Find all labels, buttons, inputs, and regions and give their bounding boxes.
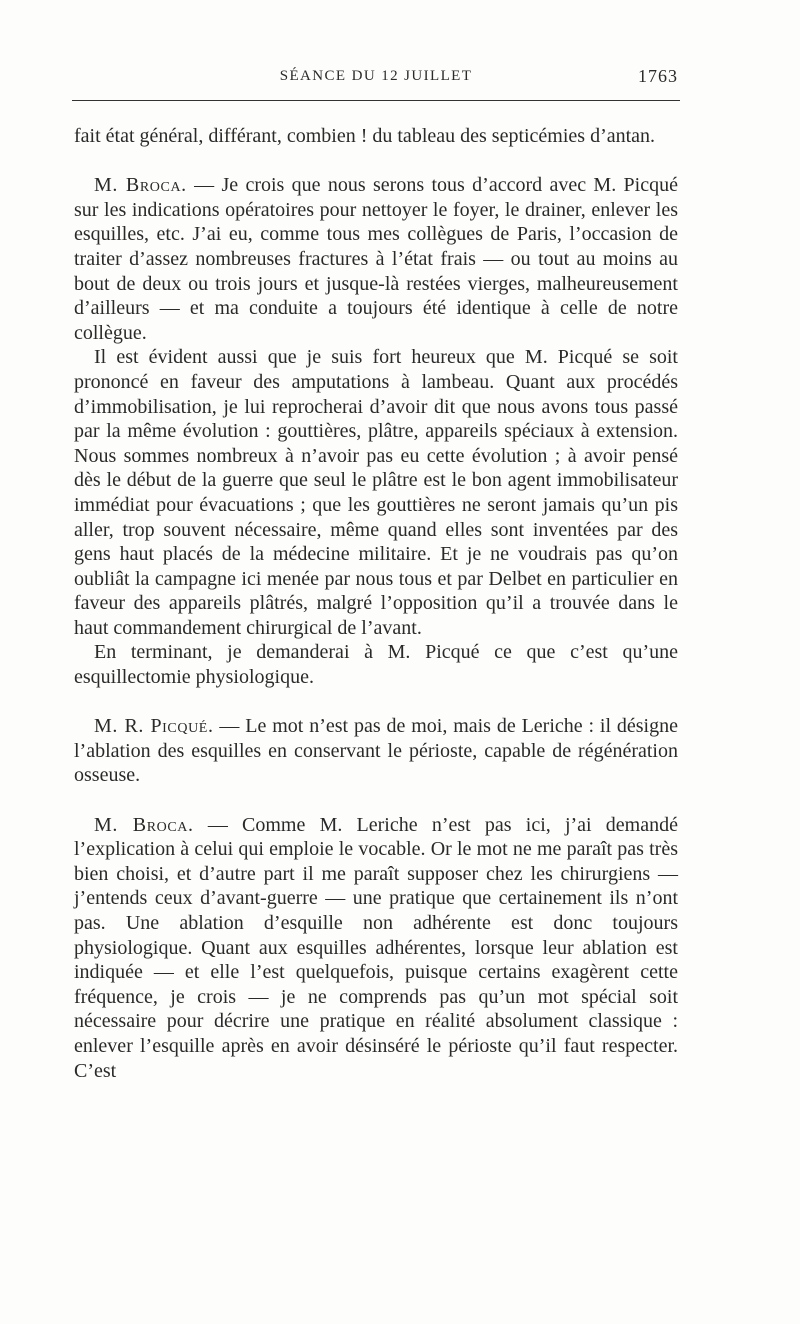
paragraph — [74, 124, 678, 149]
paragraph — [74, 345, 678, 640]
speaker-name: M. Broca. — [94, 174, 187, 197]
speaker-name: M. R. Picqué. — [94, 715, 214, 738]
speaker-name: M. Broca. — [94, 813, 194, 836]
paragraph — [74, 640, 678, 689]
paragraph-text: fait état général, différant, combien ! du tableau des septicémies d’antan. — [74, 125, 656, 147]
page-number: 1763 — [638, 66, 678, 86]
paragraph-text: — Je crois que nous serons tous d’accord avec M. Picqué sur les indications opératoires pour nettoyer le foyer, le drainer, enlever les esquilles, etc. J’ai eu, comme tous mes collègues de Paris, l’occasion de traiter d’assez nombreuses fractures à l’état frais — ou tout au moins au bout de deux ou trois jours et jusque-là restées vierges, malheureusement d’ailleurs — et ma conduite a toujours été identique à celle de notre collègue. — [74, 174, 678, 344]
paragraph-text: En terminant, je demanderai à M. Picqué ce que c’est qu’une esquillectomie physiologique. — [74, 641, 678, 689]
paragraph-text: Il est évident aussi que je suis fort heureux que M. Picqué se soit prononcé en faveur des amputations à lambeau. Quant aux procédés d’immobilisation, je lui reprocherai d’avoir dit que nous avons tous passé par la même évolution : gouttières, plâtre, appareils spéciaux à extension. Nous sommes nombreux à n’avoir pas eu cette évolution ; à avoir pensé dès le début de la guerre que seul le plâtre est le bon agent immobilisateur immédiat pour évacuations ; que les gouttières ne seront jamais qu’un pis aller, trop souvent nécessaire, même quand elles sont inventées par des gens haut placés de la médecine militaire. Et je ne voudrais pas qu’on oubliât la campagne ici menée par nous tous et par Delbet en particulier en faveur des appareils plâtrés, malgré l’opposition qu’il a trouvée dans le haut commandement chirurgical de l’avant. — [74, 346, 678, 639]
paragraph-text: — Comme M. Leriche n’est pas ici, j’ai demandé l’explication à celui qui emploie le vocable. Or le mot ne me paraît pas très bien choisi, et d’autre part il me paraît supposer chez les chirurgiens — j’entends ceux d’avant-guerre — une pratique que certainement ils n’ont pas. Une ablation d’esquille non adhérente est donc toujours physiologique. Quant aux esquilles adhérentes, lorsque leur ablation est indiquée — et elle l’est quelquefois, puisque certains exagèrent cette fréquence, je crois — je ne comprends pas qu’un mot spécial soit nécessaire pour décrire une pratique en réalité absolument classique : enlever l’esquille après en avoir désinséré le périoste qu’il faut respecter. C’est — [74, 813, 678, 1082]
paragraph — [74, 714, 678, 788]
page-header — [72, 60, 680, 101]
paragraph — [74, 813, 678, 1084]
running-head: SÉANCE DU 12 JUILLET — [279, 68, 473, 84]
paragraph-text: — Le mot n’est pas de moi, mais de Leriche : il désigne l’ablation des esquilles en conservant le périoste, capable de régénération osseuse. — [74, 715, 678, 787]
page-body — [74, 124, 678, 1083]
paragraph — [74, 173, 678, 345]
